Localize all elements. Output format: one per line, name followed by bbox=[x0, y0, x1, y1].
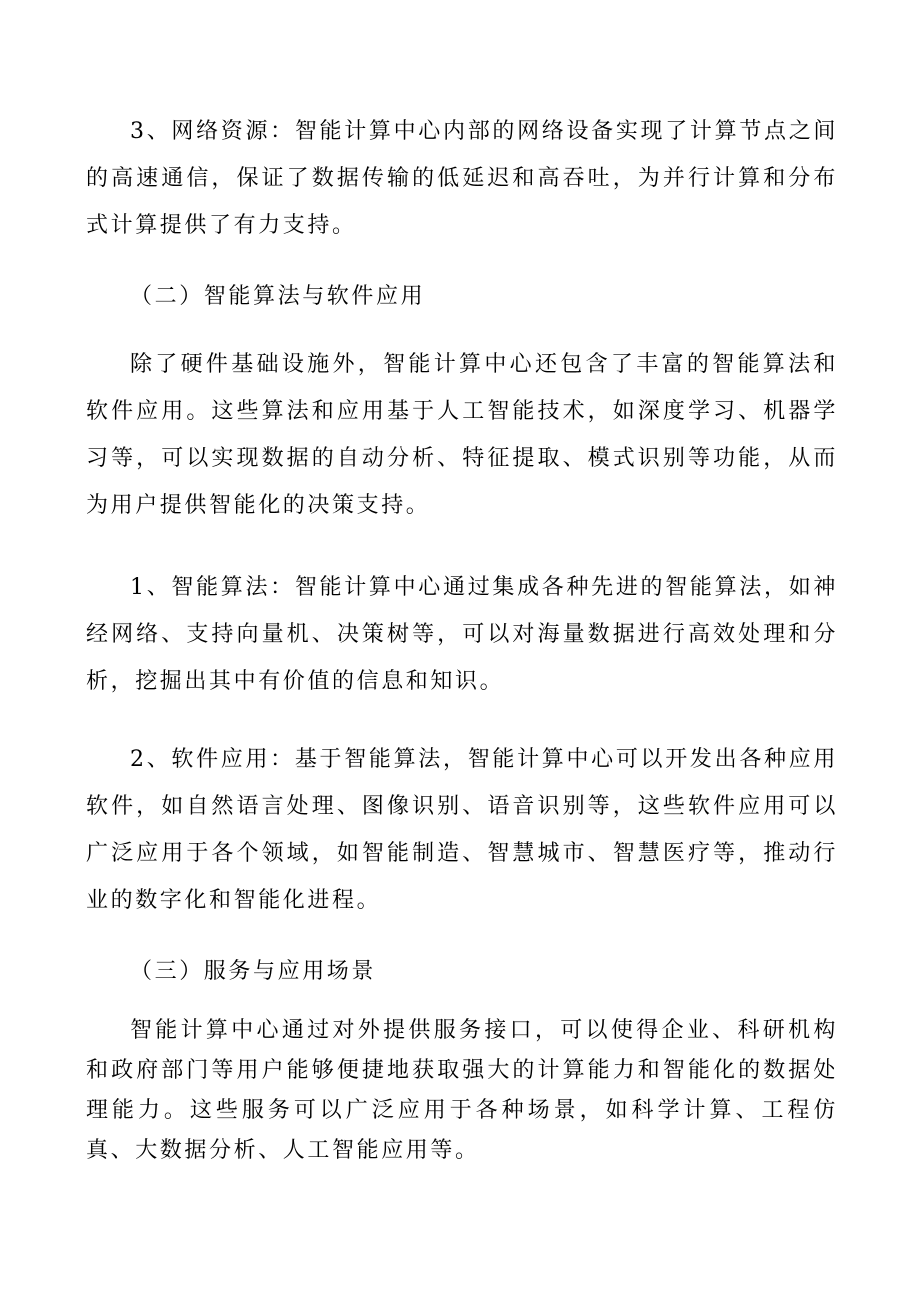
paragraph-section2-intro: 除了硬件基础设施外，智能计算中心还包含了丰富的智能算法和软件应用。这些算法和应用基于人工智能技术，如深度学习、机器学习等，可以实现数据的自动分析、特征提取、模式识别等功能，从而为用户提供智能化的决策支持。 bbox=[86, 352, 838, 518]
section-heading-services-scenarios: （三）服务与应用场景 bbox=[130, 959, 377, 984]
paragraph-software-applications: 2、软件应用：基于智能算法，智能计算中心可以开发出各种应用软件，如自然语言处理、图像识别、语音识别等，这些软件应用可以广泛应用于各个领域，如智能制造、智慧城市、智慧医疗等，推动行业的数字化和智能化进程。 bbox=[86, 747, 838, 913]
paragraph-intelligent-algorithms: 1、智能算法：智能计算中心通过集成各种先进的智能算法，如神经网络、支持向量机、决策树等，可以对海量数据进行高效处理和分析，挖掘出其中有价值的信息和知识。 bbox=[86, 575, 838, 694]
paragraph-network-resources: 3、网络资源：智能计算中心内部的网络设备实现了计算节点之间的高速通信，保证了数据传输的低延迟和高吞吐，为并行计算和分布式计算提供了有力支持。 bbox=[86, 119, 838, 238]
section-heading-algorithms-software: （二）智能算法与软件应用 bbox=[130, 284, 426, 309]
paragraph-section3-intro: 智能计算中心通过对外提供服务接口，可以使得企业、科研机构和政府部门等用户能够便捷地获取强大的计算能力和智能化的数据处理能力。这些服务可以广泛应用于各种场景，如科学计算、工程仿真、大数据分析、人工智能应用等。 bbox=[86, 1018, 838, 1163]
